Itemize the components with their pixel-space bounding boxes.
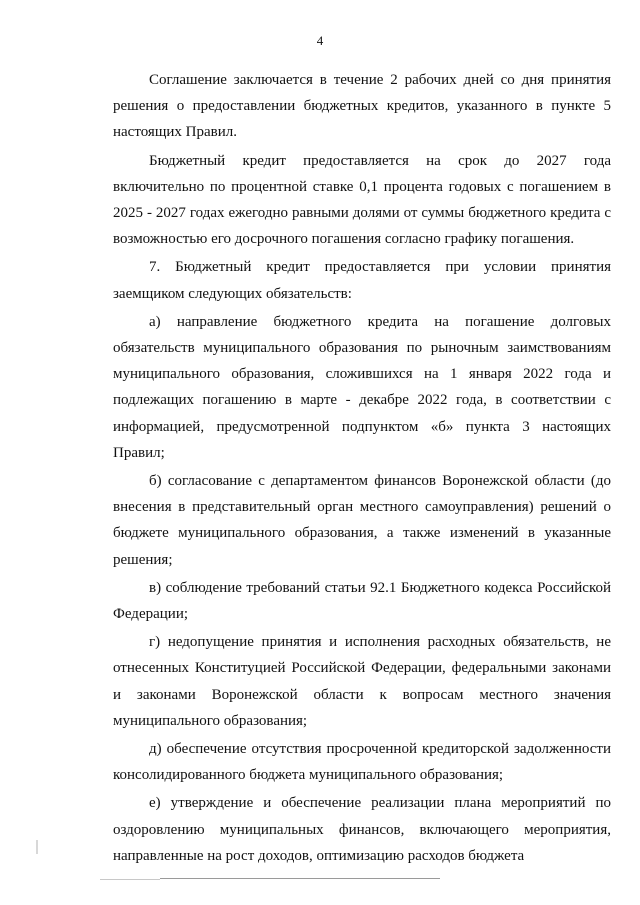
paragraph-subitem-a: а) направление бюджетного кредита на погашение долговых обязательств муниципального образования по рыночным заимствованиям муниципального образования, сложившихся на 1 января 2022 года и подлежащих погашению в марте - декабре 2022 года, в соответствии с информацией, предусмотренной подпунктом «б» пункта 3 настоящих Правил; [113,313,611,461]
paragraph-subitem-g: г) недопущение принятия и исполнения расходных обязательств, не отнесенных Конституцией Российской Федерации, федеральными законами и законами Воронежской области к вопросам местного значения муниципального образования; [113,634,611,729]
paragraph-item-7: 7. Бюджетный кредит предоставляется при условии принятия заемщиком следующих обязательств: [113,259,611,302]
margin-scan-mark [36,840,38,854]
paragraph-subitem-d: д) обеспечение отсутствия просроченной кредиторской задолженности консолидированного бюджета муниципального образования; [113,741,611,784]
footer-divider [160,878,440,879]
paragraph-credit-terms: Бюджетный кредит предоставляется на срок до 2027 года включительно по процентной ставке 0,1 процента годовых с погашением в 2025 - 2027 годах ежегодно равными долями от суммы бюджетного кредита с возможностью его досрочного погашения согласно графику погашения. [113,152,611,248]
paragraph-subitem-v: в) соблюдение требований статьи 92.1 Бюджетного кодекса Российской Федерации; [113,579,611,623]
paragraph-subitem-b: б) согласование с департаментом финансов Воронежской области (до внесения в представительный орган местного самоуправления) решений о бюджете муниципального образования, а также изменений в указанные решения; [113,473,611,568]
paragraph-subitem-e: е) утверждение и обеспечение реализации плана мероприятий по оздоровлению муниципальных финансов, включающего мероприятия, направленные на рост доходов, оптимизацию расходов бюджета [113,795,611,864]
document-body [113,67,611,869]
page-number: 4 [316,33,324,48]
footer-divider-faint [100,879,160,880]
paragraph-agreement-term: Соглашение заключается в течение 2 рабочих дней со дня принятия решения о предоставлении бюджетных кредитов, указанного в пункте 5 настоящих Правил. [113,72,611,141]
